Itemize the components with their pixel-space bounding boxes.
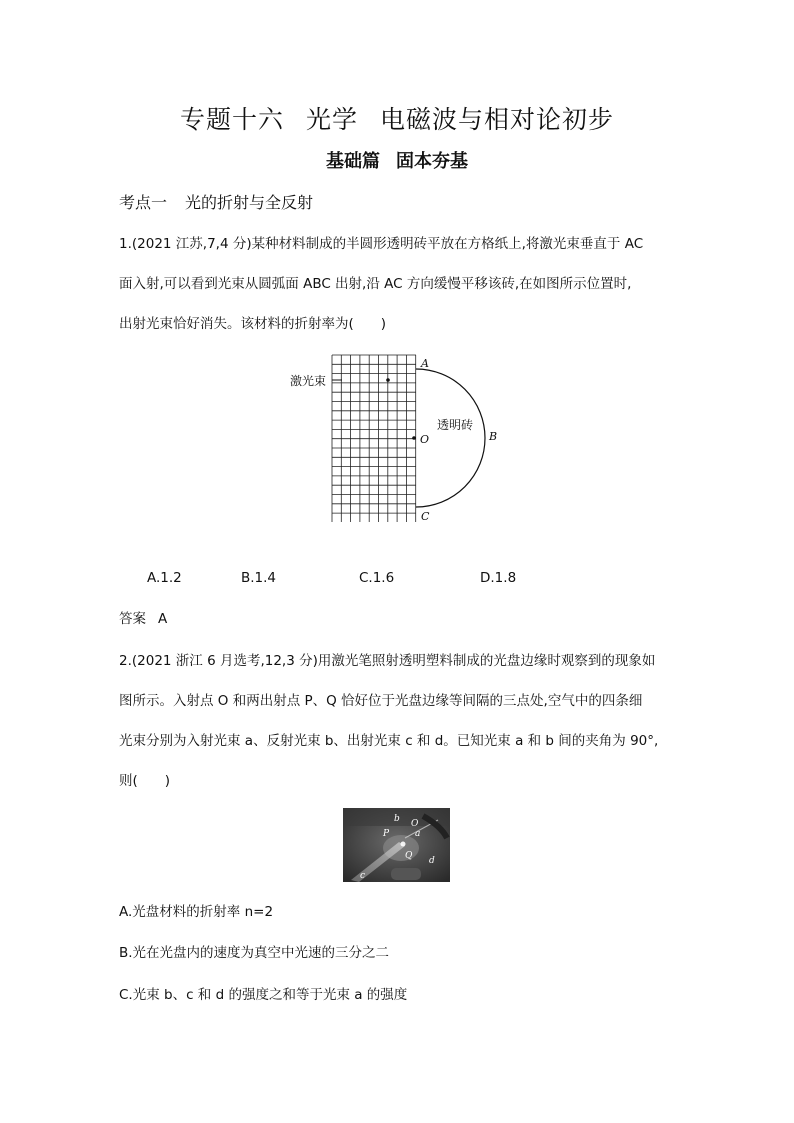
center-point-o bbox=[412, 436, 416, 440]
photo-label-p: P bbox=[383, 829, 390, 839]
question-1-text bbox=[119, 224, 679, 344]
section-title: 光的折射与全反射 bbox=[185, 193, 314, 212]
option-a[interactable]: A.1.2 bbox=[147, 570, 182, 586]
title-part2: 光学 bbox=[305, 105, 358, 134]
section-heading bbox=[119, 190, 313, 213]
laser-label: 激光束 bbox=[290, 374, 327, 388]
photo-label-q: Q bbox=[405, 851, 413, 861]
title-part1: 专题十六 bbox=[179, 105, 284, 134]
answer-label: 答案 bbox=[119, 611, 146, 627]
q1-line-3: 出射光束恰好消失。该材料的折射率为( ) bbox=[119, 316, 387, 332]
page-title bbox=[0, 100, 794, 136]
option-c[interactable]: C.1.6 bbox=[359, 570, 395, 586]
section-number: 考点一 bbox=[119, 193, 168, 212]
label-c: C bbox=[421, 510, 430, 523]
subtitle-part1: 基础篇 bbox=[326, 151, 380, 172]
subtitle-part2: 固本夯基 bbox=[396, 151, 468, 172]
optical-disc-photo bbox=[343, 808, 450, 882]
photo-label-d: d bbox=[429, 856, 435, 866]
option-d[interactable]: D.1.8 bbox=[480, 570, 517, 586]
laser-point bbox=[386, 378, 390, 382]
q2-line-1: 2.(2021 浙江 6 月选考,12,3 分)用激光笔照射透明塑料制成的光盘边缘时观察到的现象如 bbox=[119, 653, 656, 669]
q2-choice-c[interactable]: C.光束 b、c 和 d 的强度之和等于光束 a 的强度 bbox=[119, 987, 408, 1003]
q2-line-2: 图所示。入射点 O 和两出射点 P、Q 恰好位于光盘边缘等间隔的三点处,空气中的四条细 bbox=[119, 693, 643, 709]
photo-label-c: c bbox=[360, 871, 366, 881]
grid-paper bbox=[332, 355, 416, 522]
option-b[interactable]: B.1.4 bbox=[241, 570, 277, 586]
title-part3: 电磁波与相对论初步 bbox=[380, 105, 615, 134]
q2-choice-a[interactable]: A.光盘材料的折射率 n=2 bbox=[119, 904, 274, 920]
photo-label-b: b bbox=[394, 814, 400, 824]
photo-label-a: a bbox=[415, 829, 421, 839]
q1-line-2: 面入射,可以看到光束从圆弧面 ABC 出射,沿 AC 方向缓慢平移该砖,在如图所示位置时, bbox=[119, 276, 632, 292]
label-b: B bbox=[489, 430, 498, 443]
q2-line-4: 则( ) bbox=[119, 773, 171, 789]
label-a: A bbox=[421, 357, 429, 370]
photo-label-o: O bbox=[411, 819, 419, 829]
question-2-text bbox=[119, 641, 679, 801]
label-o: O bbox=[420, 433, 430, 446]
page-subtitle bbox=[0, 147, 794, 173]
q2-line-3: 光束分别为入射光束 a、反射光束 b、出射光束 c 和 d。已知光束 a 和 b 间的夹角为 90°, bbox=[119, 733, 659, 749]
brick-label: 透明砖 bbox=[437, 418, 474, 432]
q2-choice-b[interactable]: B.光在光盘内的速度为真空中光速的三分之二 bbox=[119, 945, 390, 961]
q1-answer bbox=[119, 607, 167, 627]
answer-value: A bbox=[158, 611, 168, 627]
semicircle-brick-figure bbox=[280, 350, 520, 530]
q1-line-1: 1.(2021 江苏,7,4 分)某种材料制成的半圆形透明砖平放在方格纸上,将激光束垂直于 AC bbox=[119, 236, 644, 252]
